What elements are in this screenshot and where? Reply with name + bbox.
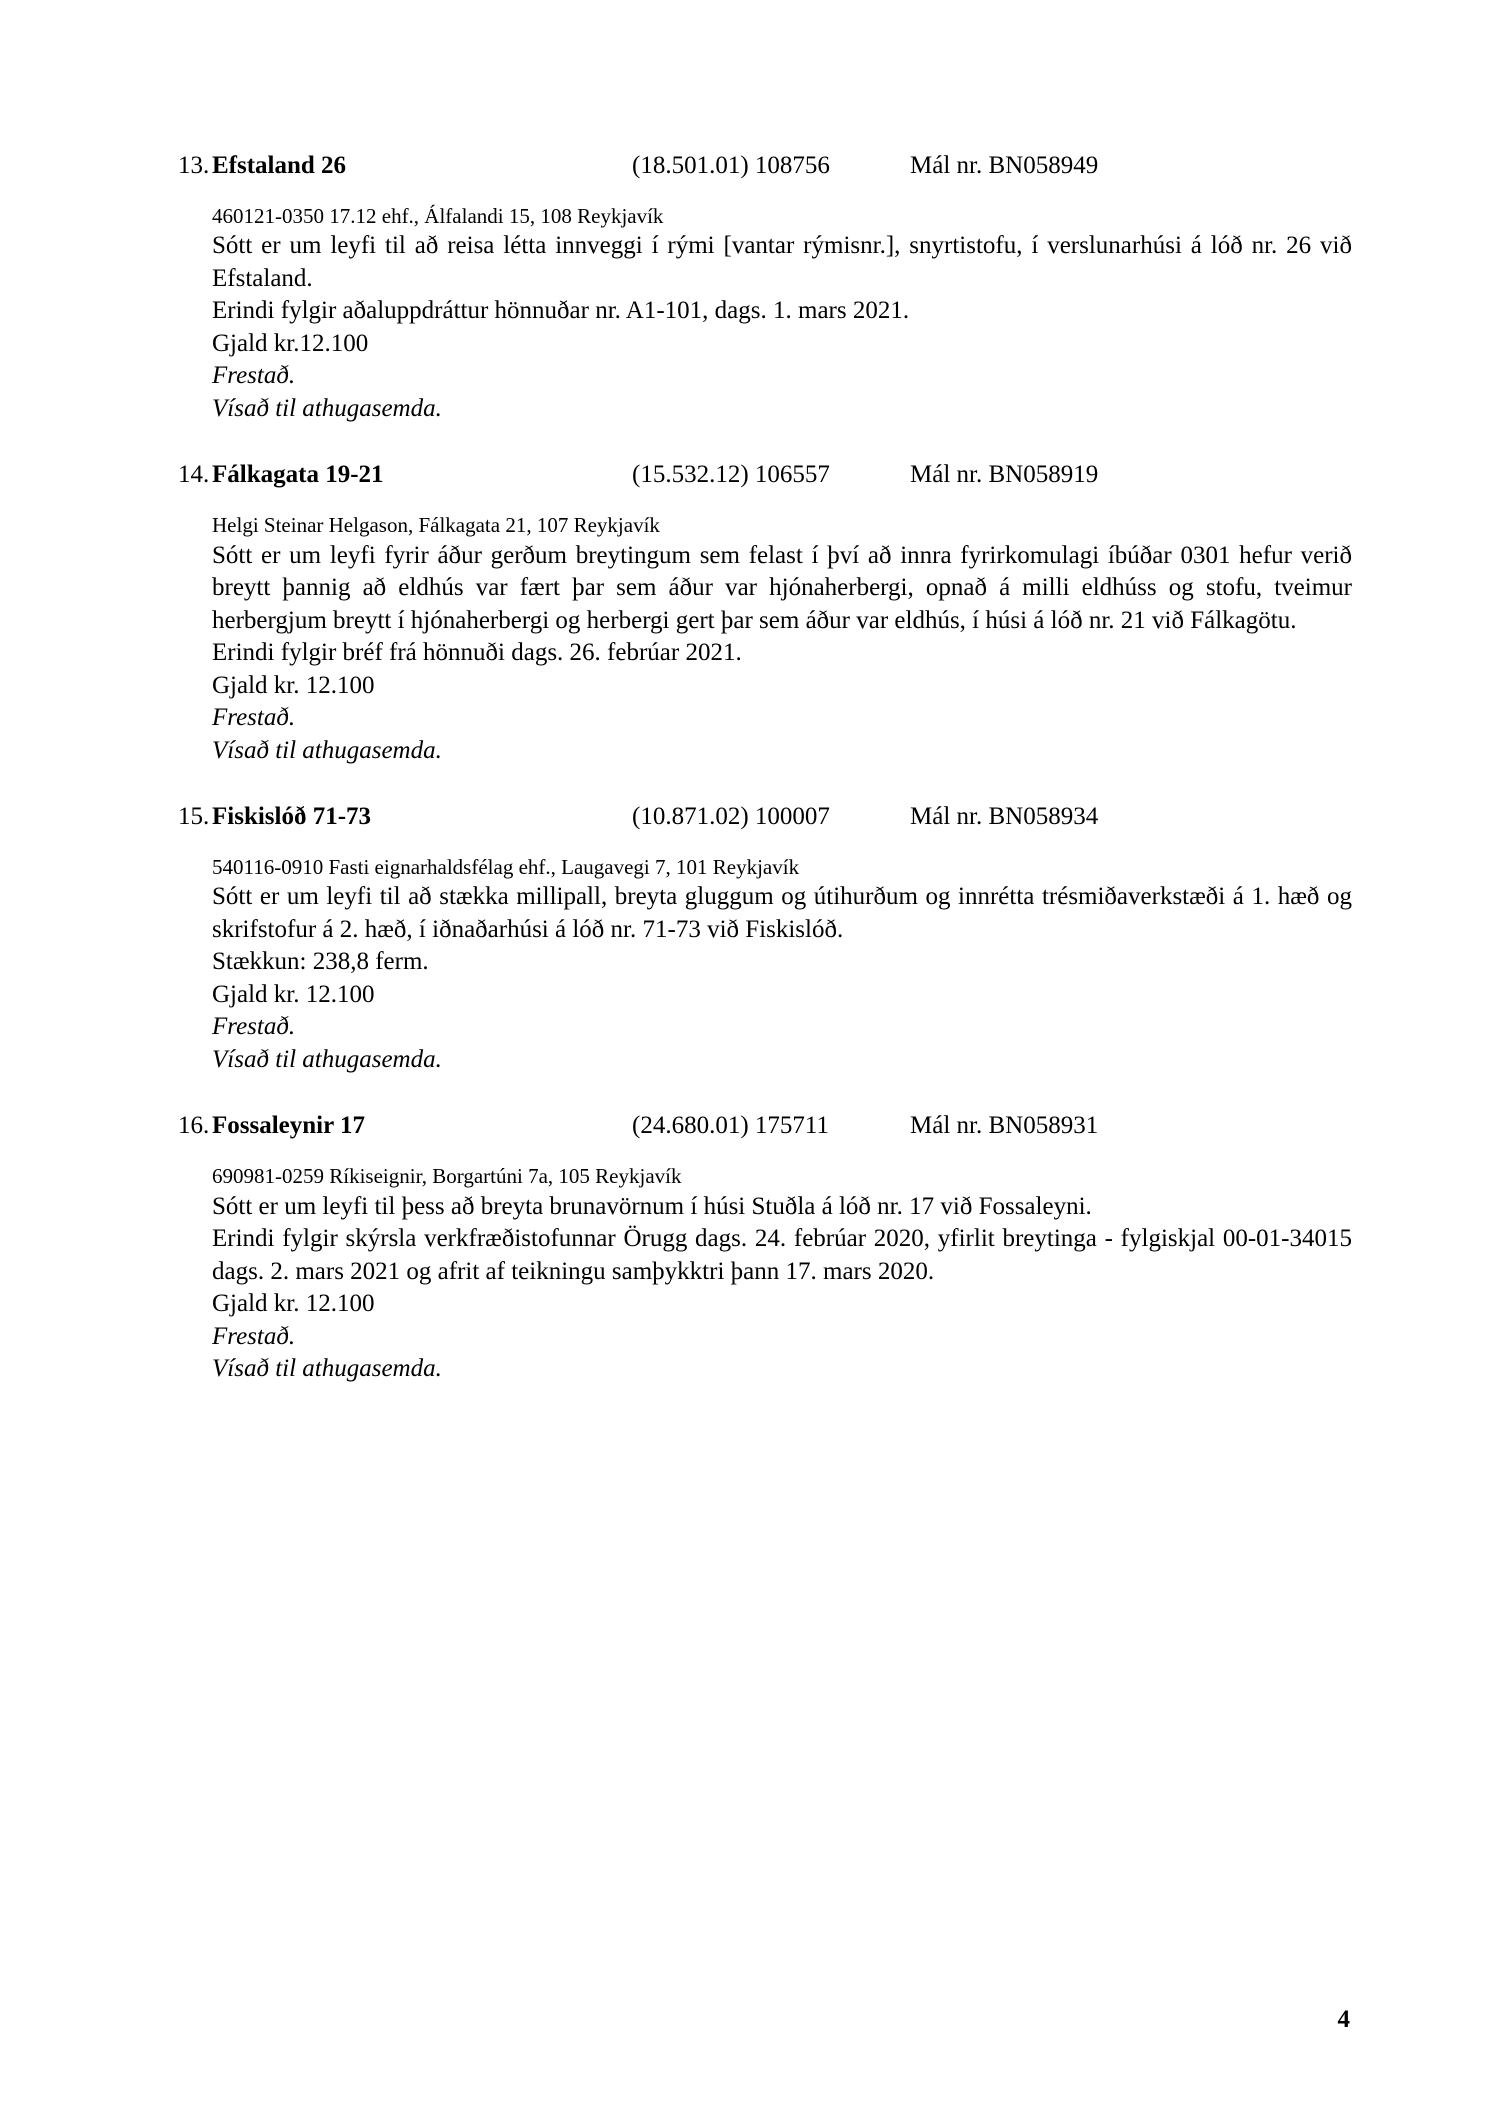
item-attachment: Erindi fylgir aðaluppdráttur hönnuðar nr. A1-101, dags. 1. mars 2021. (212, 297, 910, 325)
agenda-item-body (212, 1163, 1352, 1385)
item-description: Sótt er um leyfi til að stækka millipall, breyta gluggum og útihurðum og innrétta trésmiðaverkstæði á 1. hæð og skrifstofur á 2. hæð, í iðnaðarhúsi á lóð nr. 71-73 við Fiskislóð. (212, 883, 1352, 943)
item-case-number: Mál nr. BN058931 (910, 1112, 1099, 1140)
item-property-code: (18.501.01) 108756 (632, 152, 830, 179)
agenda-item-body (212, 512, 1352, 767)
item-property-code: (15.532.12) 106557 (632, 461, 830, 489)
item-title: Fossaleynir 17 (212, 1112, 366, 1140)
item-status: Frestað. (212, 1013, 296, 1041)
item-property-code: (24.680.01) 175711 (632, 1112, 829, 1140)
item-case-number: Mál nr. BN058949 (910, 152, 1099, 179)
agenda-item (148, 150, 1352, 425)
item-attachment: Erindi fylgir bréf frá hönnuði dags. 26. febrúar 2021. (212, 639, 742, 666)
agenda-item-header (148, 1110, 1352, 1142)
item-fee: Gjald kr. 12.100 (212, 980, 375, 1008)
item-description: Sótt er um leyfi fyrir áður gerðum breytingum sem felast í því að innra fyrirkomulagi íbúðar 0301 hefur verið breytt þannig að eldhús var fært þar sem áður var hjónaherbergi, opnað á milli eldhúss og stofu, tveimur herbergjum breytt í hjónaherbergi og herbergi gert þar sem áður var eldhús, í húsi á lóð nr. 21 við Fálkagötu. (212, 541, 1352, 634)
item-fee: Gjald kr.12.100 (212, 329, 369, 357)
item-case-number: Mál nr. BN058919 (910, 461, 1099, 489)
item-attachment: Erindi fylgir skýrsla verkfræðistofunnar Örugg dags. 24. febrúar 2020, yfirlit breytinga - fylgiskjal 00-01-34015 dags. 2. mars 2021 og afrit af teikningu samþykktri þann 17. mars 2020. (212, 1225, 1352, 1285)
item-number: 14. (178, 461, 210, 489)
item-title: Efstaland 26 (212, 152, 347, 179)
agenda-item-body (212, 203, 1352, 425)
item-number: 16. (178, 1112, 210, 1140)
agenda-item (148, 459, 1352, 767)
page-number: 4 (1337, 2006, 1350, 2033)
item-owner: 540116-0910 Fasti eignarhaldsfélag ehf., Laugavegi 7, 101 Reykjavík (212, 855, 800, 879)
item-description: Sótt er um leyfi til að reisa létta innveggi í rými [vantar rýmisnr.], snyrtistofu, í verslunarhúsi á lóð nr. 26 við Efstaland. (212, 232, 1352, 292)
item-note: Vísað til athugasemda. (212, 1355, 442, 1382)
agenda-item-header (148, 459, 1352, 491)
agenda-item-body (212, 854, 1352, 1076)
item-property-code: (10.871.02) 100007 (632, 803, 830, 830)
item-note: Vísað til athugasemda. (212, 736, 442, 764)
item-owner: Helgi Steinar Helgason, Fálkagata 21, 107 Reykjavík (212, 513, 660, 538)
item-number: 13. (178, 152, 210, 179)
item-case-number: Mál nr. BN058934 (910, 803, 1099, 830)
item-description: Sótt er um leyfi til þess að breyta brunavörnum í húsi Stuðla á lóð nr. 17 við Fossaleyni. (212, 1192, 1092, 1220)
agenda-item (148, 1110, 1352, 1385)
item-owner: 460121-0350 17.12 ehf., Álfalandi 15, 108 Reykjavík (212, 204, 664, 228)
item-note: Vísað til athugasemda. (212, 394, 442, 422)
item-fee: Gjald kr. 12.100 (212, 1290, 375, 1317)
item-status: Frestað. (212, 704, 296, 731)
item-status: Frestað. (212, 362, 296, 390)
item-title: Fálkagata 19-21 (212, 461, 384, 489)
item-title: Fiskislóð 71-73 (212, 803, 372, 830)
agenda-item-header (148, 801, 1352, 833)
item-status: Frestað. (212, 1322, 296, 1350)
agenda-item-header (148, 150, 1352, 182)
item-owner: 690981-0259 Ríkiseignir, Borgartúni 7a, 105 Reykjavík (212, 1164, 682, 1189)
item-fee: Gjald kr. 12.100 (212, 671, 375, 699)
item-number: 15. (178, 803, 210, 830)
item-note: Vísað til athugasemda. (212, 1045, 442, 1073)
item-extra: Stækkun: 238,8 ferm. (212, 948, 429, 976)
agenda-item (148, 801, 1352, 1076)
